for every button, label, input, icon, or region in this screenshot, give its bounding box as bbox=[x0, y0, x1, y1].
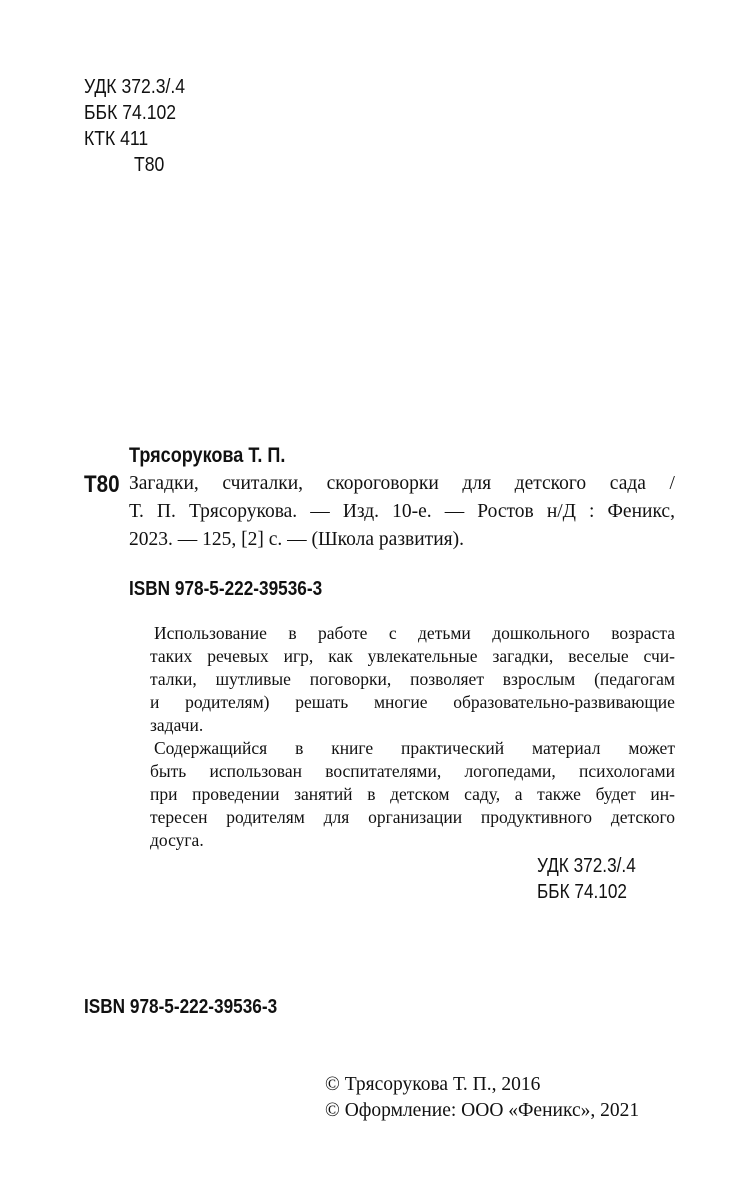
word: Содержащийся bbox=[154, 738, 268, 758]
word: досуга. bbox=[150, 830, 204, 850]
word: взрослым bbox=[502, 669, 576, 689]
word: — bbox=[444, 501, 465, 522]
word: может bbox=[628, 738, 675, 758]
word: н/Д bbox=[546, 501, 576, 522]
word: веселые bbox=[568, 646, 629, 666]
word: логопедами, bbox=[464, 761, 556, 781]
word: с bbox=[388, 623, 397, 643]
word: организации bbox=[368, 807, 463, 827]
word: материал bbox=[532, 738, 601, 758]
word: ин- bbox=[650, 784, 675, 804]
word: / bbox=[669, 473, 675, 494]
word: (педагогам bbox=[594, 669, 675, 689]
annotation-line bbox=[150, 622, 675, 645]
isbn-bottom: ISBN 978-5-222-39536-3 bbox=[84, 996, 278, 1018]
annotation-line bbox=[150, 714, 675, 737]
copyright-author: © Трясорукова Т. П., 2016 bbox=[325, 1074, 541, 1095]
annotation-line bbox=[150, 737, 675, 760]
word: также bbox=[537, 784, 581, 804]
word: игр, bbox=[283, 646, 314, 666]
word: : bbox=[589, 501, 595, 522]
word: задачи. bbox=[150, 715, 204, 735]
ktk-code-top: КТК 411 bbox=[84, 128, 149, 150]
cutter-mark: Т80 bbox=[84, 471, 120, 498]
word: Загадки, bbox=[129, 473, 199, 494]
isbn-entry: ISBN 978-5-222-39536-3 bbox=[129, 578, 323, 600]
word: для bbox=[462, 473, 492, 494]
copyright-design: © Оформление: ООО «Феникс», 2021 bbox=[325, 1100, 640, 1121]
word: Использование bbox=[154, 623, 267, 643]
word: образовательно-развивающие bbox=[453, 692, 675, 712]
udk-code-top: УДК 372.3/.4 bbox=[84, 76, 186, 98]
word: загадки, bbox=[492, 646, 554, 666]
word: позволяет bbox=[410, 669, 484, 689]
author-heading: Трясорукова Т. П. bbox=[129, 444, 286, 467]
word: родителям bbox=[226, 807, 305, 827]
word: скороговорки bbox=[326, 473, 439, 494]
word: поговорки, bbox=[309, 669, 392, 689]
annotation bbox=[150, 622, 675, 852]
word: продуктивного bbox=[480, 807, 593, 827]
word: детьми bbox=[418, 623, 471, 643]
word: использован bbox=[209, 761, 302, 781]
bibliographic-description bbox=[129, 470, 675, 554]
annotation-line bbox=[150, 645, 675, 668]
bib-line bbox=[129, 498, 675, 526]
word: в bbox=[288, 623, 297, 643]
word: многие bbox=[373, 692, 428, 712]
bbk-code-top: ББК 74.102 bbox=[84, 102, 177, 124]
word: воспитателями, bbox=[325, 761, 442, 781]
annotation-line bbox=[150, 691, 675, 714]
word: проведении bbox=[192, 784, 280, 804]
word: как bbox=[328, 646, 353, 666]
annotation-line bbox=[150, 760, 675, 783]
word: Феникс, bbox=[607, 501, 675, 522]
word: практический bbox=[400, 738, 505, 758]
bbk-code-bottom: ББК 74.102 bbox=[537, 881, 627, 903]
cutter-mark-top: Т80 bbox=[134, 154, 165, 176]
word: для bbox=[323, 807, 350, 827]
word: Ростов bbox=[477, 501, 534, 522]
word: Т. bbox=[129, 501, 144, 522]
word: быть bbox=[150, 761, 187, 781]
word: работе bbox=[318, 623, 368, 643]
word: саду, bbox=[464, 784, 501, 804]
word: счи- bbox=[643, 646, 675, 666]
word: детском bbox=[390, 784, 450, 804]
word: сада bbox=[609, 473, 646, 494]
word: родителям) bbox=[185, 692, 270, 712]
word: психологами bbox=[579, 761, 675, 781]
word: занятий bbox=[294, 784, 353, 804]
udk-code-bottom: УДК 372.3/.4 bbox=[537, 855, 636, 877]
annotation-line bbox=[150, 783, 675, 806]
word: 2023. — 125, [2] с. — (Школа развития). bbox=[129, 529, 464, 550]
word: Изд. bbox=[342, 501, 380, 522]
annotation-line bbox=[150, 806, 675, 829]
word: детского bbox=[610, 807, 675, 827]
word: П. bbox=[156, 501, 176, 522]
word: тересен bbox=[150, 807, 208, 827]
word: Трясорукова. bbox=[188, 501, 298, 522]
word: дошкольного bbox=[492, 623, 590, 643]
word: в bbox=[295, 738, 304, 758]
word: таких bbox=[150, 646, 193, 666]
word: речевых bbox=[207, 646, 269, 666]
word: возраста bbox=[611, 623, 675, 643]
annotation-line bbox=[150, 829, 675, 852]
word: при bbox=[150, 784, 178, 804]
word: будет bbox=[595, 784, 636, 804]
word: 10-е. bbox=[392, 501, 432, 522]
word: детского bbox=[514, 473, 587, 494]
annotation-line bbox=[150, 668, 675, 691]
word: книге bbox=[331, 738, 374, 758]
word: и bbox=[150, 692, 160, 712]
word: шутливые bbox=[215, 669, 291, 689]
word: решать bbox=[295, 692, 349, 712]
word: в bbox=[367, 784, 376, 804]
word: увлекательные bbox=[367, 646, 478, 666]
bib-line bbox=[129, 470, 675, 498]
word: — bbox=[310, 501, 330, 522]
word: талки, bbox=[150, 669, 197, 689]
bib-line bbox=[129, 526, 675, 554]
word: считалки, bbox=[222, 473, 304, 494]
word: а bbox=[514, 784, 523, 804]
